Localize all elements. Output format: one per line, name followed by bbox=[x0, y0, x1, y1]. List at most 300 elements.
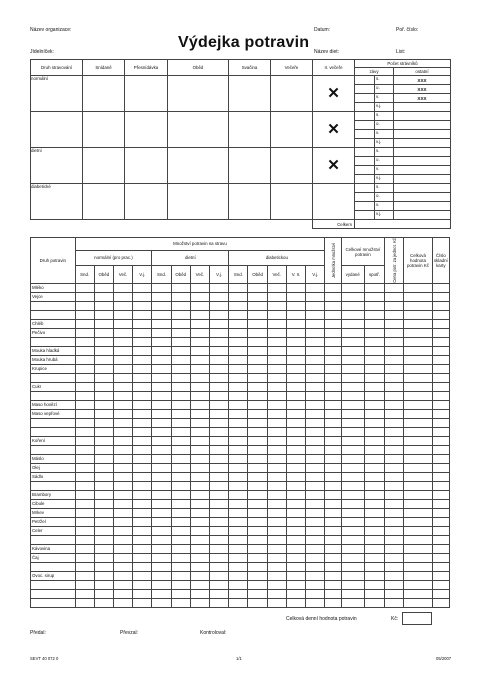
food-cell[interactable] bbox=[341, 562, 364, 571]
food-cell[interactable] bbox=[94, 409, 113, 418]
food-cell[interactable] bbox=[171, 526, 190, 535]
food-cell[interactable] bbox=[113, 391, 132, 400]
food-cell[interactable] bbox=[248, 283, 267, 292]
food-cell[interactable] bbox=[385, 517, 404, 526]
food-cell[interactable] bbox=[210, 535, 229, 544]
food-cell[interactable] bbox=[404, 526, 432, 535]
food-cell[interactable] bbox=[306, 364, 325, 373]
food-cell[interactable] bbox=[94, 544, 113, 553]
food-cell[interactable] bbox=[385, 490, 404, 499]
food-cell[interactable] bbox=[133, 283, 152, 292]
food-cell[interactable] bbox=[385, 463, 404, 472]
food-cell[interactable] bbox=[94, 535, 113, 544]
food-cell[interactable] bbox=[432, 346, 449, 355]
food-cell[interactable] bbox=[190, 418, 209, 427]
food-cell[interactable] bbox=[210, 571, 229, 580]
zavy-cell[interactable] bbox=[355, 94, 375, 103]
food-cell[interactable] bbox=[432, 508, 449, 517]
food-cell[interactable] bbox=[267, 436, 286, 445]
food-cell[interactable] bbox=[133, 508, 152, 517]
food-cell[interactable] bbox=[171, 400, 190, 409]
food-cell[interactable] bbox=[286, 508, 305, 517]
food-cell[interactable] bbox=[364, 373, 384, 382]
food-cell[interactable] bbox=[341, 553, 364, 562]
food-cell[interactable] bbox=[286, 373, 305, 382]
meal-cell[interactable] bbox=[271, 184, 313, 220]
meal-cell[interactable] bbox=[125, 76, 168, 112]
food-cell[interactable] bbox=[267, 292, 286, 301]
food-cell[interactable] bbox=[248, 598, 267, 607]
food-cell[interactable] bbox=[152, 427, 171, 436]
food-cell[interactable] bbox=[75, 373, 94, 382]
food-cell[interactable] bbox=[267, 310, 286, 319]
zavy-cell[interactable] bbox=[355, 166, 375, 175]
food-cell[interactable] bbox=[171, 436, 190, 445]
food-cell[interactable] bbox=[229, 427, 248, 436]
food-cell[interactable] bbox=[94, 499, 113, 508]
food-cell[interactable] bbox=[190, 481, 209, 490]
food-cell[interactable] bbox=[210, 580, 229, 589]
food-cell[interactable] bbox=[113, 328, 132, 337]
food-cell[interactable] bbox=[229, 589, 248, 598]
food-cell[interactable] bbox=[75, 463, 94, 472]
food-cell[interactable] bbox=[113, 445, 132, 454]
food-cell[interactable] bbox=[306, 436, 325, 445]
food-cell[interactable] bbox=[325, 409, 341, 418]
food-cell[interactable] bbox=[171, 562, 190, 571]
food-cell[interactable] bbox=[210, 454, 229, 463]
food-cell[interactable] bbox=[286, 571, 305, 580]
food-cell[interactable] bbox=[229, 346, 248, 355]
food-cell[interactable] bbox=[171, 535, 190, 544]
food-cell[interactable] bbox=[210, 310, 229, 319]
food-cell[interactable] bbox=[286, 409, 305, 418]
food-cell[interactable] bbox=[210, 328, 229, 337]
food-cell[interactable] bbox=[229, 580, 248, 589]
food-cell[interactable] bbox=[229, 382, 248, 391]
food-cell[interactable] bbox=[286, 400, 305, 409]
zavy-cell[interactable] bbox=[355, 103, 375, 112]
food-cell[interactable] bbox=[229, 283, 248, 292]
food-cell[interactable] bbox=[171, 346, 190, 355]
food-cell[interactable] bbox=[171, 427, 190, 436]
food-cell[interactable] bbox=[94, 481, 113, 490]
food-cell[interactable] bbox=[133, 553, 152, 562]
food-cell[interactable] bbox=[171, 328, 190, 337]
food-cell[interactable] bbox=[171, 310, 190, 319]
food-cell[interactable] bbox=[94, 580, 113, 589]
food-cell[interactable] bbox=[325, 562, 341, 571]
food-cell[interactable] bbox=[190, 346, 209, 355]
food-cell[interactable] bbox=[248, 445, 267, 454]
food-cell[interactable] bbox=[432, 481, 449, 490]
food-cell[interactable] bbox=[133, 301, 152, 310]
food-cell[interactable] bbox=[325, 535, 341, 544]
food-cell[interactable] bbox=[341, 499, 364, 508]
ostatni-cell[interactable] bbox=[394, 94, 451, 103]
food-cell[interactable] bbox=[171, 418, 190, 427]
food-cell[interactable] bbox=[229, 472, 248, 481]
food-cell[interactable] bbox=[306, 292, 325, 301]
food-cell[interactable] bbox=[190, 571, 209, 580]
food-cell[interactable] bbox=[432, 328, 449, 337]
meal-cell[interactable] bbox=[271, 112, 313, 148]
food-cell[interactable] bbox=[190, 310, 209, 319]
food-cell[interactable] bbox=[248, 328, 267, 337]
zavy-cell[interactable] bbox=[355, 139, 375, 148]
food-cell[interactable] bbox=[210, 544, 229, 553]
food-cell[interactable] bbox=[341, 526, 364, 535]
food-cell[interactable] bbox=[190, 535, 209, 544]
food-cell[interactable] bbox=[75, 544, 94, 553]
food-cell[interactable] bbox=[248, 463, 267, 472]
food-cell[interactable] bbox=[267, 553, 286, 562]
food-cell[interactable] bbox=[190, 526, 209, 535]
food-cell[interactable] bbox=[190, 400, 209, 409]
food-cell[interactable] bbox=[364, 283, 384, 292]
food-cell[interactable] bbox=[364, 562, 384, 571]
food-cell[interactable] bbox=[286, 598, 305, 607]
food-cell[interactable] bbox=[133, 517, 152, 526]
food-cell[interactable] bbox=[286, 364, 305, 373]
food-cell[interactable] bbox=[152, 445, 171, 454]
food-cell[interactable] bbox=[75, 562, 94, 571]
food-cell[interactable] bbox=[404, 436, 432, 445]
food-cell[interactable] bbox=[341, 544, 364, 553]
food-cell[interactable] bbox=[94, 391, 113, 400]
food-cell[interactable] bbox=[113, 463, 132, 472]
food-cell[interactable] bbox=[229, 445, 248, 454]
food-cell[interactable] bbox=[341, 400, 364, 409]
food-cell[interactable] bbox=[152, 580, 171, 589]
food-cell[interactable] bbox=[341, 598, 364, 607]
food-cell[interactable] bbox=[404, 373, 432, 382]
food-cell[interactable] bbox=[248, 409, 267, 418]
food-cell[interactable] bbox=[152, 454, 171, 463]
meal-cell[interactable] bbox=[83, 148, 125, 184]
food-cell[interactable] bbox=[248, 526, 267, 535]
food-cell[interactable] bbox=[306, 517, 325, 526]
food-cell[interactable] bbox=[306, 427, 325, 436]
food-cell[interactable] bbox=[341, 463, 364, 472]
food-cell[interactable] bbox=[248, 490, 267, 499]
food-cell[interactable] bbox=[325, 571, 341, 580]
meal-cell[interactable] bbox=[168, 112, 229, 148]
food-cell[interactable] bbox=[171, 454, 190, 463]
food-cell[interactable] bbox=[325, 544, 341, 553]
food-cell[interactable] bbox=[286, 355, 305, 364]
food-cell[interactable] bbox=[229, 598, 248, 607]
food-cell[interactable] bbox=[229, 364, 248, 373]
food-cell[interactable] bbox=[286, 490, 305, 499]
food-cell[interactable] bbox=[190, 499, 209, 508]
food-cell[interactable] bbox=[133, 400, 152, 409]
food-cell[interactable] bbox=[190, 283, 209, 292]
food-cell[interactable] bbox=[171, 490, 190, 499]
food-cell[interactable] bbox=[385, 454, 404, 463]
food-cell[interactable] bbox=[364, 481, 384, 490]
food-cell[interactable] bbox=[267, 589, 286, 598]
food-cell[interactable] bbox=[229, 526, 248, 535]
food-cell[interactable] bbox=[364, 292, 384, 301]
food-cell[interactable] bbox=[75, 346, 94, 355]
food-cell[interactable] bbox=[432, 301, 449, 310]
food-cell[interactable] bbox=[364, 571, 384, 580]
food-cell[interactable] bbox=[133, 382, 152, 391]
meal-cell[interactable] bbox=[229, 148, 271, 184]
food-cell[interactable] bbox=[94, 418, 113, 427]
food-cell[interactable] bbox=[306, 355, 325, 364]
food-cell[interactable] bbox=[404, 454, 432, 463]
food-cell[interactable] bbox=[306, 535, 325, 544]
food-cell[interactable] bbox=[248, 373, 267, 382]
food-cell[interactable] bbox=[152, 310, 171, 319]
food-cell[interactable] bbox=[286, 481, 305, 490]
food-cell[interactable] bbox=[341, 580, 364, 589]
food-cell[interactable] bbox=[133, 445, 152, 454]
food-cell[interactable] bbox=[248, 508, 267, 517]
food-cell[interactable] bbox=[152, 436, 171, 445]
zavy-cell[interactable] bbox=[355, 112, 375, 121]
food-cell[interactable] bbox=[190, 337, 209, 346]
food-cell[interactable] bbox=[210, 463, 229, 472]
food-cell[interactable] bbox=[133, 373, 152, 382]
food-cell[interactable] bbox=[364, 436, 384, 445]
food-cell[interactable] bbox=[248, 382, 267, 391]
food-cell[interactable] bbox=[385, 364, 404, 373]
zavy-cell[interactable] bbox=[355, 157, 375, 166]
food-cell[interactable] bbox=[94, 310, 113, 319]
food-cell[interactable] bbox=[75, 301, 94, 310]
food-cell[interactable] bbox=[286, 544, 305, 553]
food-cell[interactable] bbox=[432, 463, 449, 472]
food-cell[interactable] bbox=[325, 526, 341, 535]
food-cell[interactable] bbox=[306, 418, 325, 427]
food-cell[interactable] bbox=[341, 346, 364, 355]
food-cell[interactable] bbox=[364, 517, 384, 526]
food-cell[interactable] bbox=[306, 301, 325, 310]
food-cell[interactable] bbox=[404, 391, 432, 400]
food-cell[interactable] bbox=[325, 553, 341, 562]
food-cell[interactable] bbox=[210, 409, 229, 418]
food-cell[interactable] bbox=[133, 346, 152, 355]
food-cell[interactable] bbox=[364, 553, 384, 562]
meal-cell[interactable] bbox=[125, 112, 168, 148]
food-cell[interactable] bbox=[229, 400, 248, 409]
food-cell[interactable] bbox=[267, 427, 286, 436]
food-cell[interactable] bbox=[75, 283, 94, 292]
food-cell[interactable] bbox=[248, 292, 267, 301]
food-cell[interactable] bbox=[325, 364, 341, 373]
food-cell[interactable] bbox=[152, 346, 171, 355]
food-cell[interactable] bbox=[267, 409, 286, 418]
meal-cell[interactable] bbox=[168, 184, 229, 220]
food-cell[interactable] bbox=[75, 436, 94, 445]
food-cell[interactable] bbox=[75, 526, 94, 535]
food-cell[interactable] bbox=[364, 580, 384, 589]
food-cell[interactable] bbox=[432, 355, 449, 364]
food-cell[interactable] bbox=[94, 292, 113, 301]
food-cell[interactable] bbox=[171, 499, 190, 508]
food-cell[interactable] bbox=[94, 445, 113, 454]
food-cell[interactable] bbox=[113, 283, 132, 292]
food-cell[interactable] bbox=[75, 445, 94, 454]
food-cell[interactable] bbox=[248, 418, 267, 427]
food-cell[interactable] bbox=[152, 508, 171, 517]
food-cell[interactable] bbox=[133, 526, 152, 535]
food-cell[interactable] bbox=[229, 418, 248, 427]
food-cell[interactable] bbox=[404, 499, 432, 508]
food-cell[interactable] bbox=[341, 571, 364, 580]
food-cell[interactable] bbox=[190, 292, 209, 301]
food-cell[interactable] bbox=[404, 337, 432, 346]
food-cell[interactable] bbox=[306, 328, 325, 337]
ostatni-cell[interactable] bbox=[394, 76, 451, 85]
food-cell[interactable] bbox=[325, 391, 341, 400]
food-cell[interactable] bbox=[210, 589, 229, 598]
meal-cell[interactable] bbox=[168, 76, 229, 112]
food-cell[interactable] bbox=[341, 391, 364, 400]
food-cell[interactable] bbox=[152, 472, 171, 481]
food-cell[interactable] bbox=[306, 589, 325, 598]
food-cell[interactable] bbox=[341, 355, 364, 364]
food-cell[interactable] bbox=[133, 481, 152, 490]
food-cell[interactable] bbox=[286, 283, 305, 292]
food-cell[interactable] bbox=[267, 355, 286, 364]
food-cell[interactable] bbox=[385, 562, 404, 571]
food-cell[interactable] bbox=[171, 463, 190, 472]
food-cell[interactable] bbox=[94, 454, 113, 463]
food-cell[interactable] bbox=[133, 391, 152, 400]
zavy-cell[interactable] bbox=[355, 175, 375, 184]
food-cell[interactable] bbox=[248, 535, 267, 544]
food-cell[interactable] bbox=[364, 319, 384, 328]
food-cell[interactable] bbox=[248, 580, 267, 589]
food-cell[interactable] bbox=[432, 391, 449, 400]
food-cell[interactable] bbox=[75, 319, 94, 328]
food-cell[interactable] bbox=[113, 589, 132, 598]
food-cell[interactable] bbox=[75, 364, 94, 373]
food-cell[interactable] bbox=[306, 481, 325, 490]
zavy-cell[interactable] bbox=[355, 211, 375, 220]
food-cell[interactable] bbox=[113, 436, 132, 445]
food-cell[interactable] bbox=[94, 526, 113, 535]
food-cell[interactable] bbox=[385, 589, 404, 598]
food-cell[interactable] bbox=[404, 310, 432, 319]
food-cell[interactable] bbox=[210, 445, 229, 454]
food-cell[interactable] bbox=[385, 328, 404, 337]
food-cell[interactable] bbox=[341, 535, 364, 544]
food-cell[interactable] bbox=[113, 481, 132, 490]
food-cell[interactable] bbox=[385, 544, 404, 553]
food-cell[interactable] bbox=[364, 382, 384, 391]
food-cell[interactable] bbox=[432, 472, 449, 481]
food-cell[interactable] bbox=[248, 517, 267, 526]
food-cell[interactable] bbox=[286, 526, 305, 535]
food-cell[interactable] bbox=[152, 589, 171, 598]
food-cell[interactable] bbox=[286, 436, 305, 445]
food-cell[interactable] bbox=[171, 508, 190, 517]
food-cell[interactable] bbox=[171, 445, 190, 454]
food-cell[interactable] bbox=[267, 526, 286, 535]
food-cell[interactable] bbox=[267, 499, 286, 508]
food-cell[interactable] bbox=[306, 382, 325, 391]
food-cell[interactable] bbox=[432, 562, 449, 571]
food-cell[interactable] bbox=[404, 364, 432, 373]
food-cell[interactable] bbox=[75, 391, 94, 400]
food-cell[interactable] bbox=[94, 373, 113, 382]
food-cell[interactable] bbox=[385, 391, 404, 400]
ostatni-cell[interactable] bbox=[394, 121, 451, 130]
food-cell[interactable] bbox=[210, 283, 229, 292]
food-cell[interactable] bbox=[190, 562, 209, 571]
food-cell[interactable] bbox=[210, 337, 229, 346]
food-cell[interactable] bbox=[385, 481, 404, 490]
food-cell[interactable] bbox=[341, 454, 364, 463]
food-cell[interactable] bbox=[341, 319, 364, 328]
food-cell[interactable] bbox=[248, 544, 267, 553]
food-cell[interactable] bbox=[286, 391, 305, 400]
food-cell[interactable] bbox=[113, 571, 132, 580]
food-cell[interactable] bbox=[364, 427, 384, 436]
food-cell[interactable] bbox=[113, 553, 132, 562]
food-cell[interactable] bbox=[113, 472, 132, 481]
food-cell[interactable] bbox=[113, 292, 132, 301]
ostatni-cell[interactable] bbox=[394, 112, 451, 121]
food-cell[interactable] bbox=[210, 382, 229, 391]
food-cell[interactable] bbox=[171, 580, 190, 589]
ostatni-cell[interactable] bbox=[394, 130, 451, 139]
food-cell[interactable] bbox=[267, 463, 286, 472]
food-cell[interactable] bbox=[94, 472, 113, 481]
food-cell[interactable] bbox=[75, 328, 94, 337]
food-cell[interactable] bbox=[306, 346, 325, 355]
zavy-cell[interactable] bbox=[355, 202, 375, 211]
food-cell[interactable] bbox=[404, 427, 432, 436]
food-cell[interactable] bbox=[325, 310, 341, 319]
food-cell[interactable] bbox=[432, 598, 449, 607]
food-cell[interactable] bbox=[248, 310, 267, 319]
food-cell[interactable] bbox=[171, 472, 190, 481]
food-cell[interactable] bbox=[229, 391, 248, 400]
food-cell[interactable] bbox=[364, 499, 384, 508]
food-cell[interactable] bbox=[229, 499, 248, 508]
food-cell[interactable] bbox=[306, 526, 325, 535]
meal-cell[interactable] bbox=[313, 112, 355, 148]
food-cell[interactable] bbox=[75, 499, 94, 508]
food-cell[interactable] bbox=[210, 418, 229, 427]
food-cell[interactable] bbox=[171, 589, 190, 598]
food-cell[interactable] bbox=[432, 418, 449, 427]
food-cell[interactable] bbox=[75, 310, 94, 319]
food-cell[interactable] bbox=[341, 445, 364, 454]
food-cell[interactable] bbox=[432, 517, 449, 526]
food-cell[interactable] bbox=[133, 472, 152, 481]
food-cell[interactable] bbox=[267, 490, 286, 499]
food-cell[interactable] bbox=[248, 301, 267, 310]
food-cell[interactable] bbox=[171, 382, 190, 391]
food-cell[interactable] bbox=[286, 292, 305, 301]
food-cell[interactable] bbox=[385, 409, 404, 418]
food-cell[interactable] bbox=[190, 517, 209, 526]
food-cell[interactable] bbox=[385, 355, 404, 364]
food-cell[interactable] bbox=[133, 499, 152, 508]
food-cell[interactable] bbox=[94, 490, 113, 499]
ostatni-cell[interactable] bbox=[394, 103, 451, 112]
food-cell[interactable] bbox=[190, 490, 209, 499]
food-cell[interactable] bbox=[229, 517, 248, 526]
meal-cell[interactable] bbox=[229, 112, 271, 148]
